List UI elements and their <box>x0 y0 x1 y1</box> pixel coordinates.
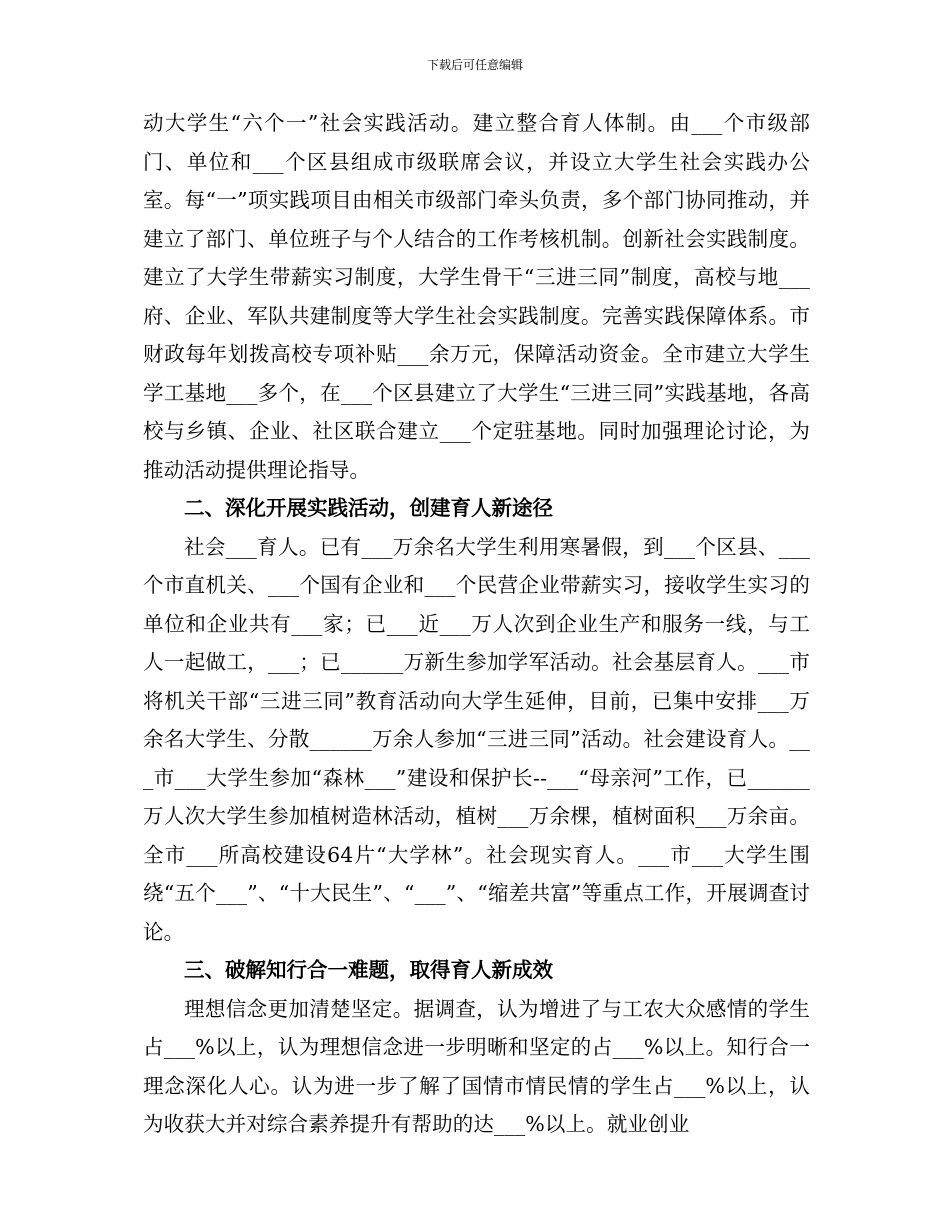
document-body <box>143 104 810 1144</box>
paragraph-results: 理想信念更加清楚坚定。据调查，认为增进了与工农大众感情的学生占___%以上，认为理想信念进一步明晰和坚定的占___%以上。知行合一理念深化人心。认为进一步了解了国情市情民情的学生占___%以上，认为收获大并对综合素养提升有帮助的达___%以上。就业创业 <box>143 996 810 1136</box>
paragraph-practice-activities: 社会___育人。已有___万余名大学生利用寒暑假，到___个区县、___个市直机关、___个国有企业和___个民营企业带薪实习，接收学生实习的单位和企业共有___家；已___近___万人次到企业生产和服务一线，与工人一起做工，___；已______万新生参加学军活动。社会基层育人。___市将机关干部“三进三同”教育活动向大学生延伸，目前，已集中安排___万余名大学生、分散______万余人参加“三进三同”活动。社会建设育人。___市___大学生参加“森林___”建设和保护长--___“母亲河”工作，已______万人次大学生参加植树造林活动，植树___万余棵，植树面积___万余亩。全市___所高校建设64片“大学林”。社会现实育人。___市___大学生围绕“五个___”、“十大民生”、“___”、“缩差共富”等重点工作，开展调查讨论。 <box>143 534 810 944</box>
paragraph-practice-mechanism: 动大学生“六个一”社会实践活动。建立整合育人体制。由___个市级部门、单位和___个区县组成市级联席会议，并设立大学生社会实践办公室。每“一”项实践项目由相关市级部门牵头负责，多个部门协同推动，并建立了部门、单位班子与个人结合的工作考核机制。创新社会实践制度。建立了大学生带薪实习制度，大学生骨干“三进三同”制度，高校与地___府、企业、军队共建制度等大学生社会实践制度。完善实践保障体系。市财政每年划拨高校专项补贴___余万元，保障活动资金。全市建立大学生学工基地___多个，在___个区县建立了大学生“三进三同”实践基地，各高校与乡镇、企业、社区联合建立___个定驻基地。同时加强理论讨论，为推动活动提供理论指导。 <box>143 111 810 482</box>
section-heading-3: 三、破解知行合一难题，取得育人新成效 <box>184 958 553 982</box>
page-header: 下载后可任意编辑 <box>426 58 523 72</box>
section-heading-2: 二、深化开展实践活动，创建育人新途径 <box>184 496 553 520</box>
